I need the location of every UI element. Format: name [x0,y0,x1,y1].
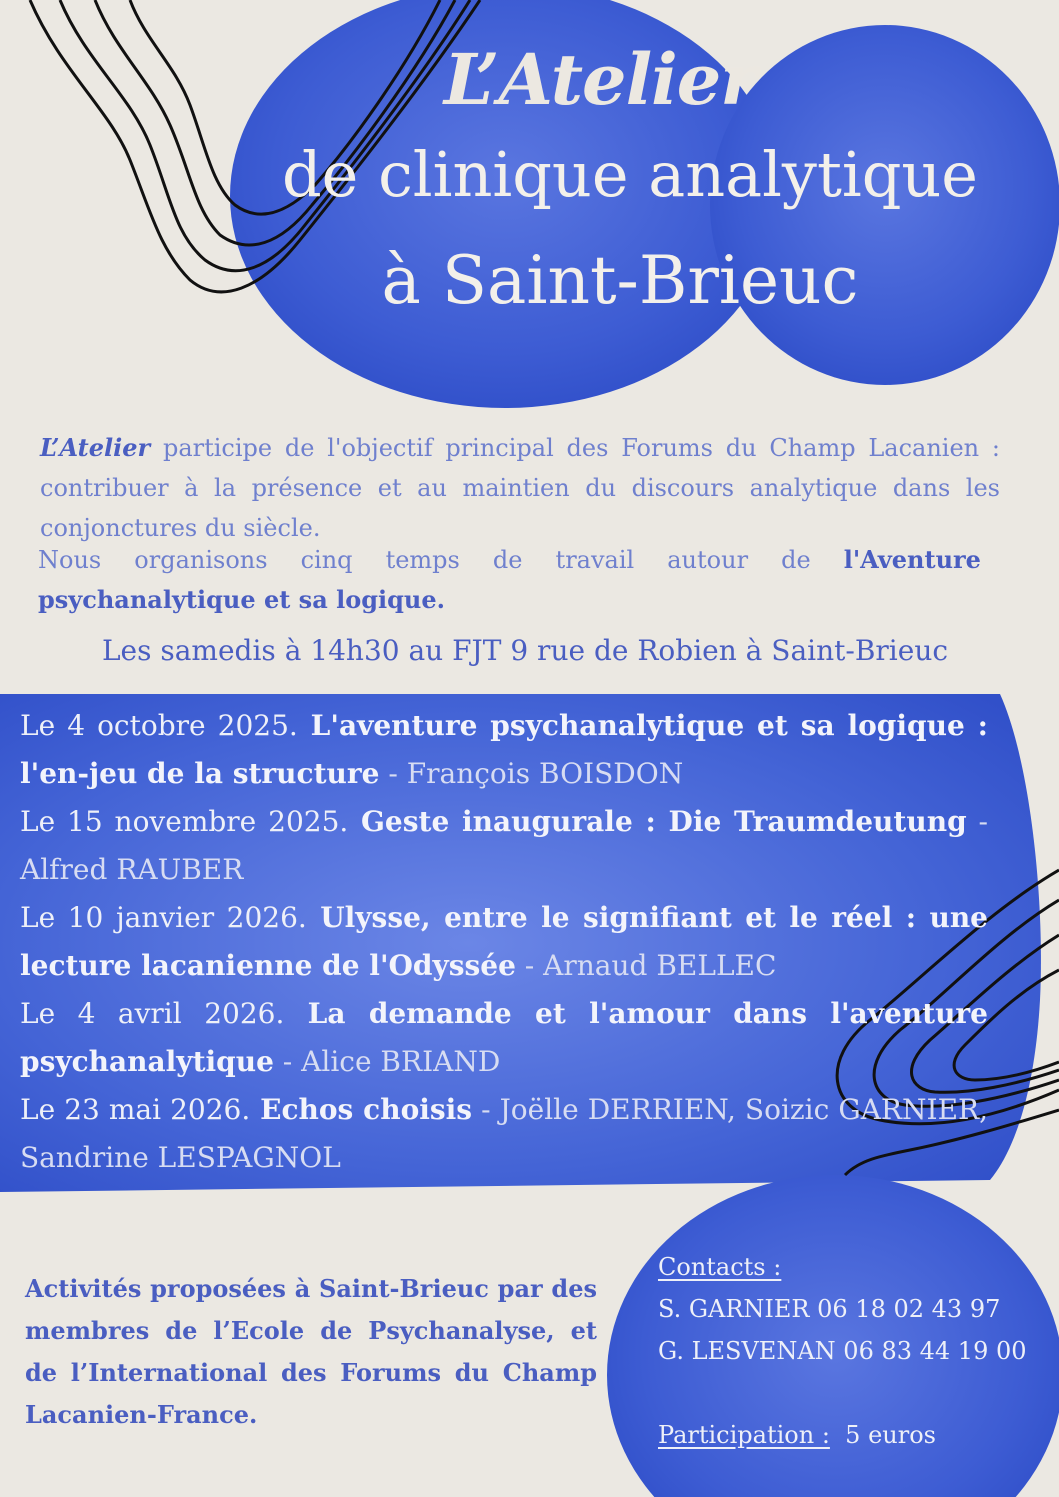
organise-word: de [492,546,523,574]
organise-word: travail [555,546,635,574]
organise-bold-a: l'Aventure [843,545,981,574]
contact-line [658,1330,1048,1372]
session-title: Ulysse, entre le signifiant et le réel : une lecture lacanienne de l'Odyssée [20,901,988,982]
session-speaker: - Alice BRIAND [273,1045,501,1078]
session-title: Echos choisis [250,1093,473,1126]
session-date: Le 23 mai 2026. [20,1093,251,1126]
session-date: Le 10 janvier 2026. [20,901,307,934]
contacts-heading: Contacts : [658,1253,782,1281]
organise-word: Nous [38,546,102,574]
session-item [20,894,988,990]
session-speaker: - Arnaud BELLEC [515,949,777,982]
organise-word: cinq [300,546,353,574]
session-speaker: - Joëlle DERRIEN, Soizic GARNIER, Sandrine LESPAGNOL [20,1093,988,1174]
session-title: La demande et l'amour dans l'aventure psychanalytique [20,997,988,1078]
intro-paragraph [40,428,1000,548]
session-speaker: - Alfred RAUBER [20,805,988,886]
organise-paragraph [38,540,981,620]
title-subtitle: de clinique analytique [281,138,979,211]
contact-name: G. LESVENAN [658,1337,836,1365]
session-date: Le 15 novembre 2025. [20,805,349,838]
contacts-block [658,1246,1048,1456]
intro-text: participe de l'objectif principal des Forums du Champ Lacanien : contribuer à la présence et au maintien du discours analytique dans les conjonctures du siècle. [40,434,1000,542]
session-item [20,1086,988,1182]
organise-word: temps [385,546,460,574]
session-item [20,702,988,798]
organise-line [38,540,981,580]
participation-label: Participation : [658,1421,830,1449]
session-item [20,990,988,1086]
contact-phone: 06 18 02 43 97 [817,1295,1001,1323]
intro-lead: L’Atelier [40,433,151,462]
schedule-line: Les samedis à 14h30 au FJT 9 rue de Robien à Saint-Brieuc [101,634,949,667]
session-date: Le 4 octobre 2025. [20,709,298,742]
organise-word: de [781,546,811,574]
title-city: à Saint-Brieuc [381,242,859,319]
participation-value: 5 euros [845,1421,936,1449]
contact-phone: 06 83 44 19 00 [843,1337,1027,1365]
session-speaker: - François BOISDON [379,757,684,790]
contact-line [658,1288,1048,1330]
organise-word: autour [667,546,749,574]
title-atelier: L’Atelier [443,38,757,121]
organise-word: organisons [134,546,268,574]
session-item [20,798,988,894]
session-date: Le 4 avril 2026. [20,997,285,1030]
sessions-list [20,702,988,1182]
contact-name: S. GARNIER [658,1295,810,1323]
participation-line [658,1414,1048,1456]
organise-bold-b: psychanalytique et sa logique. [38,585,445,614]
session-title: Geste inaugurale : Die Traumdeutung [348,805,967,838]
session-title: L'aventure psychanalytique et sa logique : l'en-jeu de la structure [20,709,988,790]
footer-activities: Activités proposées à Saint-Brieuc par des membres de l’Ecole de Psychanalyse, et de l’International des Forums du Champ Lacanien-France. [25,1274,597,1429]
